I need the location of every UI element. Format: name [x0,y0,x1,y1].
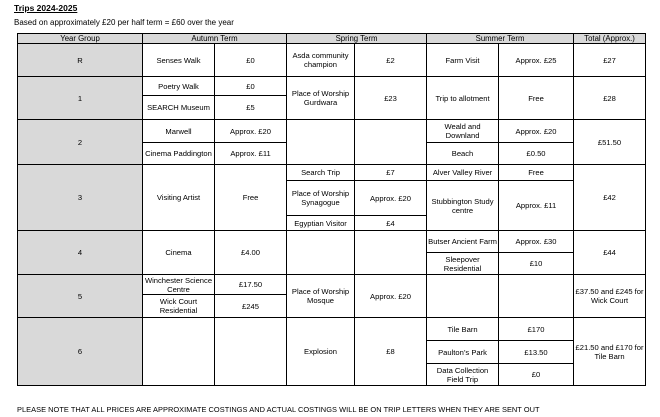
total-cell: £28 [574,77,646,120]
summer-trip: Alver Valley River [427,165,499,181]
autumn-trip: Visiting Artist [143,165,215,231]
budget-note: Based on approximately £20 per half term = £60 over the year [14,18,234,27]
summer-cost: Free [499,165,574,181]
row-year-5 [18,275,646,295]
autumn-cost: £17.50 [215,275,287,295]
row-year-3 [18,165,646,181]
autumn-trip: Winchester Science Centre [143,275,215,295]
autumn-trip-empty [143,318,215,386]
total-cell: £27 [574,44,646,77]
spring-cost-empty [355,231,427,275]
spring-trip: Asda community champion [287,44,355,77]
row-year-4 [18,231,646,253]
summer-cost: Approx. £20 [499,120,574,143]
year-cell: 4 [18,231,143,275]
year-cell: 5 [18,275,143,318]
autumn-trip: Cinema Paddington [143,143,215,165]
row-year-6 [18,318,646,341]
summer-trip: Sleepover Residential [427,253,499,275]
spring-cost-empty [355,120,427,165]
header-summer-term: Summer Term [427,34,574,44]
spring-trip-empty [287,231,355,275]
year-cell: 6 [18,318,143,386]
year-cell: 1 [18,77,143,120]
total-cell: £42 [574,165,646,231]
summer-trip: Stubbington Study centre [427,181,499,231]
document-title: Trips 2024-2025 [14,3,78,13]
summer-trip: Tile Barn [427,318,499,341]
summer-cost: £0 [499,364,574,386]
summer-cost: £10 [499,253,574,275]
summer-cost: £13.50 [499,341,574,364]
year-cell: R [18,44,143,77]
header-row [18,34,646,44]
year-cell: 2 [18,120,143,165]
spring-cost: Approx. £20 [355,275,427,318]
autumn-trip: Cinema [143,231,215,275]
summer-cost: £0.50 [499,143,574,165]
summer-trip-empty [427,275,499,318]
autumn-trip: Wick Court Residential [143,295,215,318]
header-autumn-term: Autumn Term [143,34,287,44]
row-year-1 [18,77,646,96]
header-year-group: Year Group [18,34,143,44]
autumn-trip: Marwell [143,120,215,143]
summer-cost: £170 [499,318,574,341]
autumn-trip: Poetry Walk [143,77,215,96]
pricing-disclaimer: PLEASE NOTE THAT ALL PRICES ARE APPROXIMATE COSTINGS AND ACTUAL COSTINGS WILL BE ON TRIP LETTERS WHEN THEY ARE SENT OUT [17,405,540,414]
spring-trip: Explosion [287,318,355,386]
summer-trip: Trip to allotment [427,77,499,120]
total-cell: £37.50 and £245 for Wick Court [574,275,646,318]
spring-cost: £4 [355,216,427,231]
summer-cost: Approx. £30 [499,231,574,253]
summer-trip: Butser Ancient Farm [427,231,499,253]
spring-cost: £7 [355,165,427,181]
autumn-cost: £0 [215,44,287,77]
header-spring-term: Spring Term [287,34,427,44]
autumn-cost: Free [215,165,287,231]
summer-trip: Data Collection Field Trip [427,364,499,386]
spring-cost: £2 [355,44,427,77]
spring-trip: Egyptian Visitor [287,216,355,231]
autumn-cost: £4.00 [215,231,287,275]
autumn-cost-empty [215,318,287,386]
header-total: Total (Approx.) [574,34,646,44]
total-cell: £21.50 and £170 for Tile Barn [574,318,646,386]
autumn-trip: SEARCH Museum [143,96,215,120]
spring-trip: Place of Worship Gurdwara [287,77,355,120]
spring-cost: £23 [355,77,427,120]
autumn-cost: £5 [215,96,287,120]
autumn-cost: Approx. £11 [215,143,287,165]
row-year-r [18,44,646,77]
summer-cost: Approx. £11 [499,181,574,231]
autumn-cost: £0 [215,77,287,96]
summer-cost-empty [499,275,574,318]
total-cell: £51.50 [574,120,646,165]
summer-trip: Weald and Downland [427,120,499,143]
total-cell: £44 [574,231,646,275]
summer-trip: Paulton’s Park [427,341,499,364]
spring-cost: Approx. £20 [355,181,427,216]
row-year-2 [18,120,646,143]
autumn-cost: Approx. £20 [215,120,287,143]
autumn-trip: Senses Walk [143,44,215,77]
spring-trip: Place of Worship Synagogue [287,181,355,216]
spring-trip: Search Trip [287,165,355,181]
spring-trip-empty [287,120,355,165]
trips-table [17,33,646,386]
summer-cost: Approx. £25 [499,44,574,77]
year-cell: 3 [18,165,143,231]
autumn-cost: £245 [215,295,287,318]
spring-trip: Place of Worship Mosque [287,275,355,318]
summer-trip: Beach [427,143,499,165]
summer-trip: Farm Visit [427,44,499,77]
spring-cost: £8 [355,318,427,386]
summer-cost: Free [499,77,574,120]
